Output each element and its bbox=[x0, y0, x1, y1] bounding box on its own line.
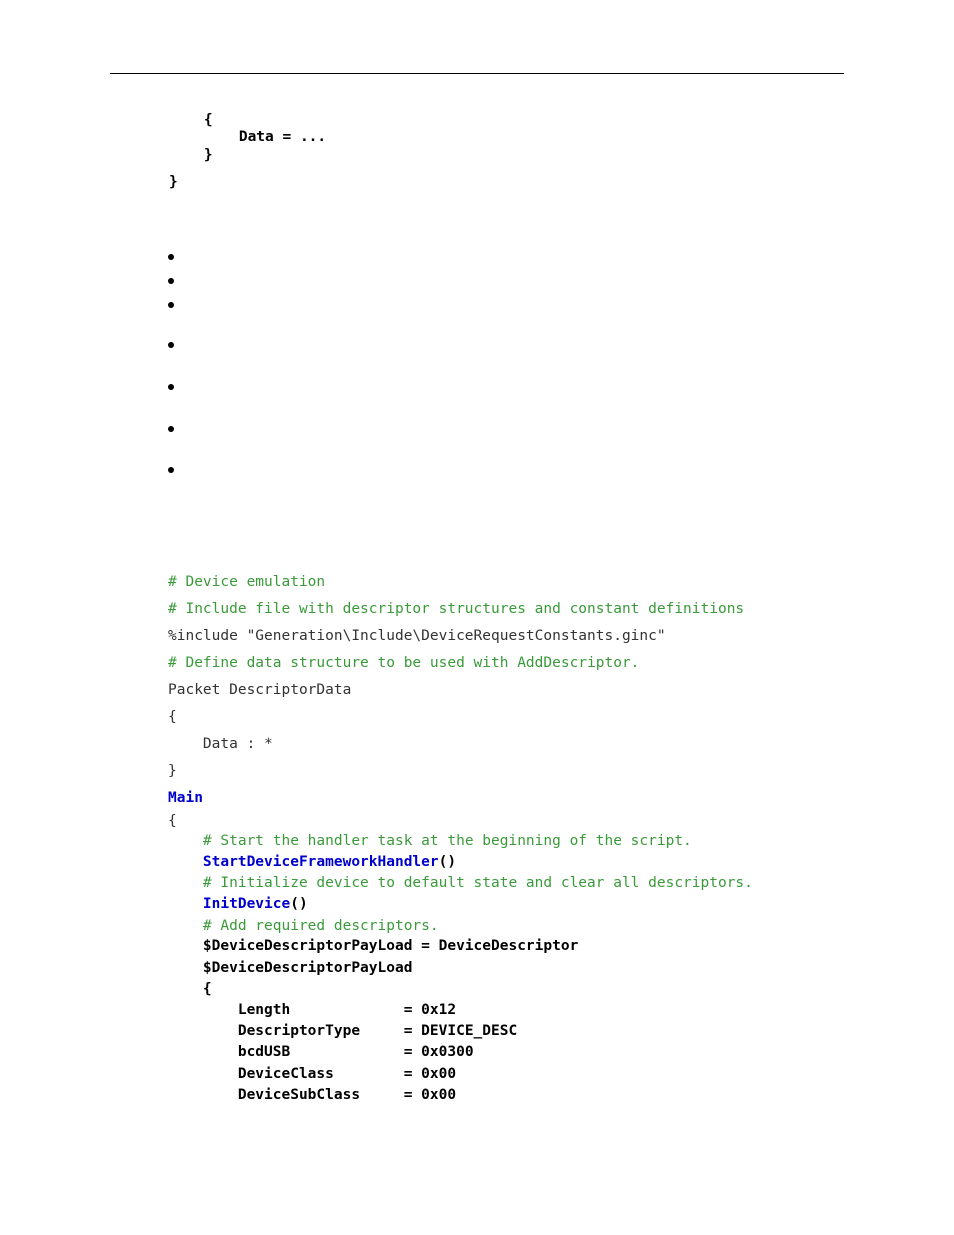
bullet-marker bbox=[168, 342, 174, 348]
code-brace: } bbox=[168, 763, 177, 779]
code-include: %include "Generation\Include\DeviceRequestConstants.ginc" bbox=[168, 628, 666, 644]
bullet-marker bbox=[168, 426, 174, 432]
code-body-line: DeviceClass = 0x00 bbox=[237, 1066, 457, 1082]
code-body-line: DescriptorType = DEVICE_DESC bbox=[237, 1023, 518, 1039]
code-body-line: DeviceSubClass = 0x00 bbox=[237, 1087, 457, 1103]
code-body-line: Length = 0x12 bbox=[237, 1002, 457, 1018]
code-body-line: # Add required descriptors. bbox=[202, 918, 439, 934]
bullet-marker bbox=[168, 278, 174, 284]
snippet-line-1: { bbox=[169, 112, 213, 128]
code-comment: # Include file with descriptor structures and constant definitions bbox=[168, 601, 745, 617]
code-main-keyword: Main bbox=[168, 790, 203, 806]
function-call: InitDevice bbox=[202, 896, 291, 912]
snippet-line-3: } bbox=[169, 147, 213, 163]
code-brace: { bbox=[168, 813, 177, 829]
code-body-line: { bbox=[202, 981, 212, 997]
code-body-line: InitDevice() bbox=[202, 896, 308, 912]
code-body-line: bcdUSB = 0x0300 bbox=[237, 1044, 474, 1060]
code-field: Data : * bbox=[168, 736, 273, 752]
code-comment: # Define data structure to be used with AddDescriptor. bbox=[168, 655, 640, 671]
code-body-line: # Start the handler task at the beginning of the script. bbox=[202, 833, 692, 849]
function-call: StartDeviceFrameworkHandler bbox=[202, 854, 439, 870]
code-body-line: StartDeviceFrameworkHandler() bbox=[202, 854, 457, 870]
code-brace: { bbox=[168, 709, 177, 725]
code-body-line: $DeviceDescriptorPayLoad = DeviceDescriptor bbox=[202, 938, 579, 954]
code-packet-decl: Packet DescriptorData bbox=[168, 682, 352, 698]
snippet-line-4: } bbox=[169, 174, 178, 190]
bullet-marker bbox=[168, 302, 174, 308]
snippet-line-2: Data = ... bbox=[169, 129, 327, 145]
bullet-marker bbox=[168, 254, 174, 260]
bullet-marker bbox=[168, 384, 174, 390]
header-rule bbox=[110, 73, 844, 74]
code-body-line: $DeviceDescriptorPayLoad bbox=[202, 960, 413, 976]
code-comment: # Device emulation bbox=[168, 574, 326, 590]
code-body-line: # Initialize device to default state and clear all descriptors. bbox=[202, 875, 753, 891]
bullet-marker bbox=[168, 467, 174, 473]
